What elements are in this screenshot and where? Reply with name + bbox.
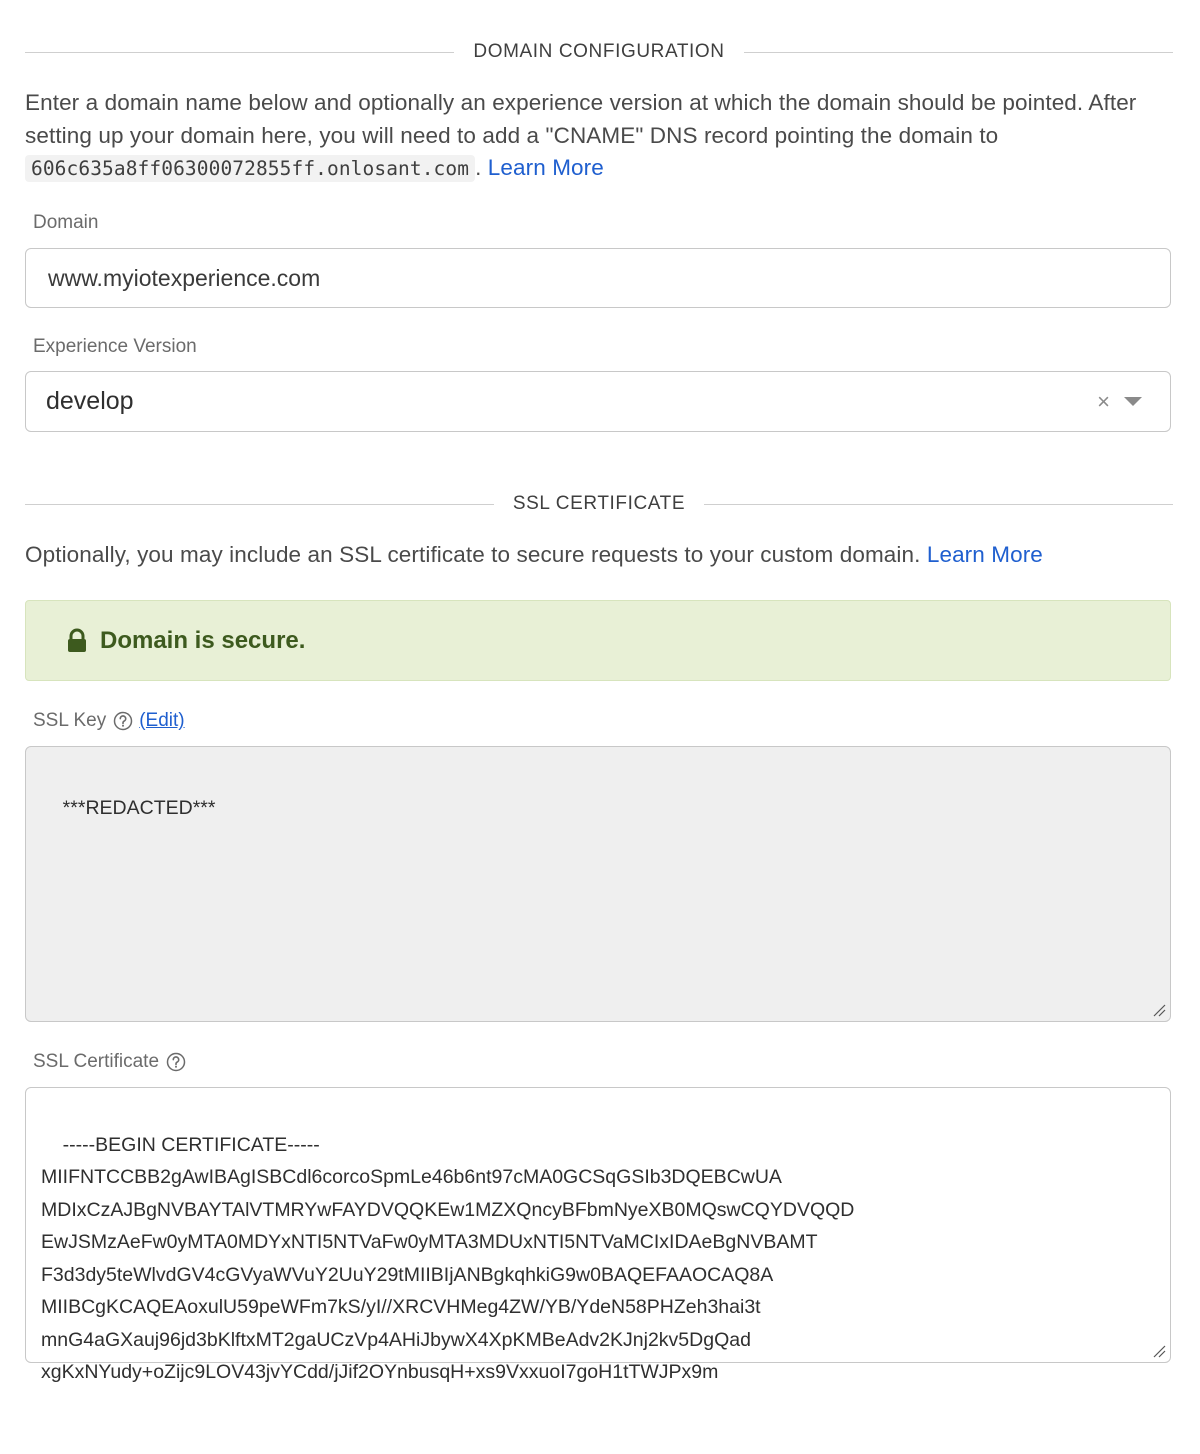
experience-version-select[interactable] [25,371,1171,432]
divider-line-left [25,52,454,53]
alert-message: Domain is secure. [100,626,306,654]
help-circle-icon[interactable] [166,1052,186,1072]
ssl-description-text: Optionally, you may include an SSL certificate to secure requests to your custom domain. [25,542,927,567]
experience-version-label: Experience Version [33,336,197,357]
domain-input[interactable]: www.myiotexperience.com [25,248,1171,308]
experience-version-value: develop [46,387,134,415]
domain-secure-alert [25,600,1171,681]
domain-configuration-header [25,38,1173,66]
ssl-key-edit-link[interactable]: (Edit) [139,710,185,731]
ssl-cert-label-row [33,1051,192,1073]
ssl-key-textarea[interactable] [25,746,1171,1022]
chevron-down-icon[interactable] [1124,397,1142,406]
ssl-key-label: SSL Key [33,710,107,731]
section-title: SSL CERTIFICATE [512,493,686,514]
ssl-cert-label: SSL Certificate [33,1051,160,1072]
ssl-key-label-row [33,710,185,732]
resize-handle-icon[interactable] [1152,1003,1166,1017]
divider-line-left [25,504,494,505]
ssl-description [25,539,1173,572]
close-icon[interactable]: × [1097,388,1110,414]
ssl-key-value: ***REDACTED*** [62,796,216,819]
domain-learn-more-link[interactable]: Learn More [487,155,604,180]
cname-target-code: 606c635a8ff06300072855ff.onlosant.com [25,155,475,182]
select-controls [1097,388,1150,414]
domain-description-text: Enter a domain name below and optionally an experience version at which the domain should be pointed. After setting up your domain here, you will need to add a "CNAME" DNS record pointing the domain to [25,90,1137,148]
divider-line-right [744,52,1173,53]
domain-description [25,87,1173,186]
divider-line-right [704,504,1173,505]
lock-icon [66,629,88,653]
domain-label: Domain [33,212,99,233]
ssl-learn-more-link[interactable]: Learn More [926,542,1043,567]
description-punctuation: . [475,155,488,180]
resize-handle-icon[interactable] [1152,1344,1166,1358]
ssl-certificate-header [25,490,1173,518]
help-circle-icon[interactable] [113,711,133,731]
ssl-cert-value: -----BEGIN CERTIFICATE----- MIIFNTCCBB2gAwIBAgISBCdl6corcoSpmLe46b6nt97cMA0GCSqGSIb3DQEBCwUA MDIxCzAJBgNVBAYTAlVTMRYwFAYDVQQKEw1MZXQncyBFbmNyeXB0MQswCQYDVQQD EwJSMzAeFw0yMTA0MDYxNTI5NTVaFw0yMTA3MDUxNTI5NTVaMCIxIDAeBgNVBAMT F3d3dy5teWlvdGV4cGVyaWVuY2UuY29tMIIBIjANBgkqhkiG9w0BAQEFAAOCAQ8A MIIBCgKCAQEAoxulU59peWFm7kS/yI//XRCVHMeg4ZW/YB/YdeN58PHZeh3hai3t mnG4aGXauj96jd3bKlftxMT2gaUCzVp4AHiJbywX4XpKMBeAdv2KJnj2kv5DgQad xgKxNYudy+oZijc9LOV43jvYCdd/jJif2OYnbusqH+xs9VxxuoI7goH1tTWJPx9m [41,1133,855,1383]
ssl-cert-textarea[interactable] [25,1087,1171,1383]
section-title: DOMAIN CONFIGURATION [473,41,725,62]
